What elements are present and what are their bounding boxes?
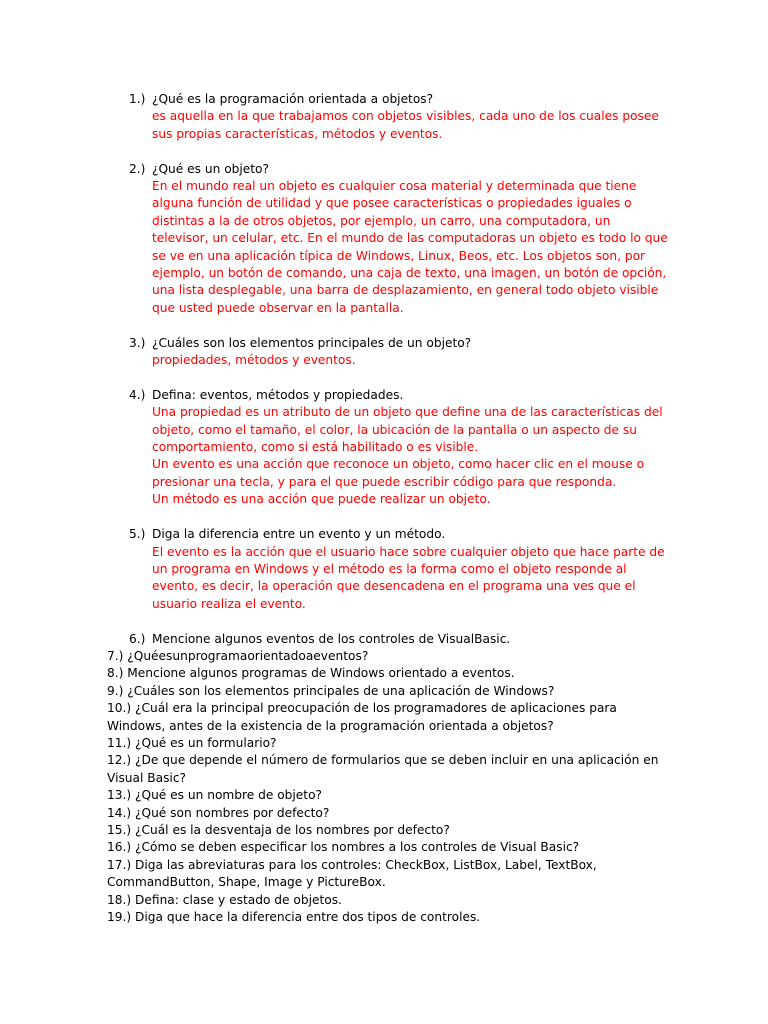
question-text: Diga la diferencia entre un evento y un método. — [152, 527, 446, 542]
answer-text — [152, 404, 669, 508]
answer-paragraph: En el mundo real un objeto es cualquier cosa material y determinada que tiene alguna función de utilidad y que posee características o propiedades iguales o distintas a la de otros objetos, por ejemplo, un carro, una computadora, un televisor, un celular, etc. En el mundo de las computadoras un objeto es todo lo que se ve en una aplicación típica de Windows, Linux, Beos, etc. Los objetos son, por ejemplo, un botón de comando, una caja de texto, una imagen, un botón de opción, una lista desplegable, una barra de desplazamiento, en general todo objeto visible que usted puede observar en la pantalla. — [152, 179, 668, 315]
question-line: 18.) Defina: clase y estado de objetos. — [107, 892, 342, 907]
question-number: 4.) — [129, 387, 146, 402]
question-text: ¿Qué es un objeto? — [152, 161, 269, 176]
plain-question-list — [107, 648, 667, 927]
question-line: 15.) ¿Cuál es la desventaja de los nombres por defecto? — [107, 823, 450, 838]
question-line: 14.) ¿Qué son nombres por defecto? — [107, 805, 330, 820]
question-number: 5.) — [129, 527, 146, 542]
answer-paragraph-property: Una propiedad es un atributo de un objeto que define una de las características del objeto, como el tamaño, el color, la ubicación de la pantalla o un aspecto de su comportamiento, como si está habilitado o es visible. — [152, 405, 663, 455]
answer-text — [152, 544, 669, 614]
question-line: 19.) Diga que hace la diferencia entre dos tipos de controles. — [107, 910, 481, 925]
qa-item-3 — [129, 335, 669, 370]
question-line: 16.) ¿Cómo se deben especificar los nombres a los controles de Visual Basic? — [107, 840, 580, 855]
answer-text — [152, 108, 669, 143]
question-number: 2.) — [129, 161, 146, 176]
answer-text — [152, 352, 669, 369]
qa-item-2 — [129, 161, 669, 318]
answer-paragraph: El evento es la acción que el usuario hace sobre cualquier objeto que hace parte de un programa en Windows y el método es la forma como el objeto responde al evento, es decir, la operación que desencadena en el programa una ves que el usuario realiza el evento. — [152, 544, 665, 611]
answer-text — [152, 178, 669, 317]
question-text: ¿Qué es la programación orientada a objetos? — [152, 92, 434, 106]
qa-item-6 — [129, 631, 669, 648]
qa-item-4 — [129, 387, 669, 509]
question-number: 3.) — [129, 335, 146, 350]
qa-item-1 — [129, 91, 669, 143]
answer-paragraph: propiedades, métodos y eventos. — [152, 353, 356, 368]
question-line: 11.) ¿Qué es un formulario? — [107, 736, 277, 751]
question-line: 8.) Mencione algunos programas de Windows orientado a eventos. — [107, 666, 515, 681]
question-number: 6.) — [129, 631, 146, 646]
question-text: Defina: eventos, métodos y propiedades. — [152, 387, 404, 402]
question-number: 1.) — [129, 92, 146, 106]
question-line: 9.) ¿Cuáles son los elementos principales de una aplicación de Windows? — [107, 683, 555, 698]
answer-paragraph-event: Un evento es una acción que reconoce un objeto, como hacer clic en el mouse o presionar una tecla, y para el que puede escribir código para que responda. — [152, 457, 645, 489]
question-line: 13.) ¿Qué es un nombre de objeto? — [107, 788, 323, 803]
answer-paragraph-method: Un método es una acción que puede realizar un objeto. — [152, 492, 491, 507]
qa-item-5 — [129, 526, 669, 613]
question-line: 10.) ¿Cuál era la principal preocupación de los programadores de aplicaciones para Windows, antes de la existencia de la programación orientada a objetos? — [107, 701, 617, 733]
question-text: ¿Cuáles son los elementos principales de un objeto? — [152, 335, 472, 350]
question-line: 17.) Diga las abreviaturas para los controles: CheckBox, ListBox, Label, TextBox, CommandButton, Shape, Image y PictureBox. — [107, 857, 597, 890]
question-line: 7.) ¿Quéesunprogramaorientadoaeventos? — [107, 649, 369, 663]
numbered-question-list — [129, 91, 669, 665]
answer-paragraph: es aquella en la que trabajamos con objetos visibles, cada uno de los cuales posee sus propias características, métodos y eventos. — [152, 109, 659, 141]
question-text: Mencione algunos eventos de los controles de VisualBasic. — [152, 631, 511, 646]
question-line: 12.) ¿De que depende el número de formularios que se deben incluir en una aplicación en Visual Basic? — [107, 753, 659, 785]
